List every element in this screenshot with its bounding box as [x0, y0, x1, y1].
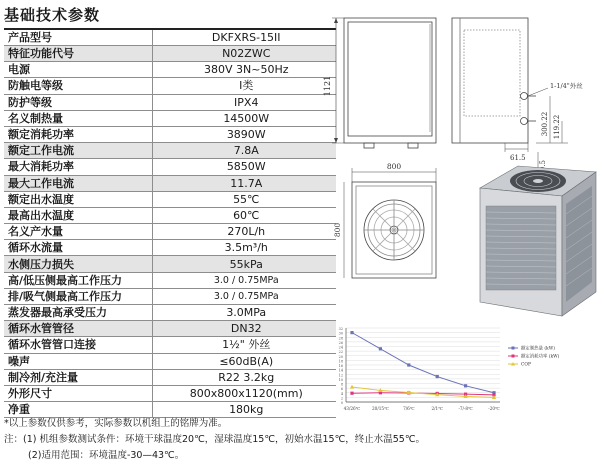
data-point — [379, 347, 382, 350]
spec-value: DKFXRS-15II — [152, 29, 336, 46]
spec-label: 循环水管管径 — [4, 321, 152, 337]
y-tick-label: 28 — [338, 336, 343, 341]
spec-value: 1½" 外丝 — [152, 337, 336, 353]
spec-value: 3.0MPa — [152, 305, 336, 321]
spec-label: 防触电等级 — [4, 78, 152, 94]
spec-row — [4, 369, 336, 385]
spec-label: 额定消耗功率 — [4, 126, 152, 142]
spec-label: 制冷剂/充注量 — [4, 369, 152, 385]
spec-row — [4, 321, 336, 337]
series-line — [352, 387, 494, 397]
y-tick-label: 8 — [340, 382, 343, 387]
spec-row — [4, 62, 336, 78]
spec-table — [4, 28, 336, 418]
spec-label: 名义制热量 — [4, 110, 152, 126]
spec-label: 循环水管管口连接 — [4, 337, 152, 353]
spec-label: 额定工作电流 — [4, 143, 152, 159]
spec-label: 外形尺寸 — [4, 385, 152, 401]
spec-value: 800x800x1120(mm) — [152, 385, 336, 401]
front-view-drawing — [332, 18, 436, 148]
data-point — [464, 384, 467, 387]
spec-label: 电源 — [4, 62, 152, 78]
y-tick-label: 18 — [338, 359, 343, 364]
y-tick-label: 26 — [338, 340, 343, 345]
spec-row — [4, 94, 336, 110]
x-tick-label: 2/1℃ — [431, 406, 443, 411]
x-tick-label: 20/15℃ — [372, 406, 389, 411]
spec-row — [4, 224, 336, 240]
spec-row — [4, 207, 336, 223]
dim-width-top: 800 — [386, 162, 402, 171]
y-tick-label: 2 — [340, 396, 343, 401]
y-tick-label: 4 — [340, 391, 343, 396]
spec-row — [4, 240, 336, 256]
spec-label: 最高出水温度 — [4, 207, 152, 223]
spec-row — [4, 110, 336, 126]
spec-row — [4, 159, 336, 175]
spec-label: 净重 — [4, 402, 152, 418]
application-range-note: (2)适用范围：环境温度-30—43℃。 — [28, 450, 185, 461]
y-tick-label: 12 — [338, 373, 343, 378]
spec-label: 循环水流量 — [4, 240, 152, 256]
y-tick-label: 10 — [338, 377, 343, 382]
legend-marker — [512, 355, 515, 358]
spec-value: IPX4 — [152, 94, 336, 110]
dim-conn-1: 300.22 — [541, 111, 549, 137]
spec-value: 7.8A — [152, 143, 336, 159]
spec-label: 产品型号 — [4, 29, 152, 46]
x-tick-label: 43/26℃ — [343, 406, 361, 411]
connection-label: 1-1/4"外丝 — [550, 82, 583, 90]
y-tick-label: 24 — [338, 345, 343, 350]
y-tick-label: 0 — [340, 401, 343, 405]
y-tick-label: 32 — [338, 327, 343, 331]
spec-value: 3.0 / 0.75MPa — [152, 272, 336, 288]
dim-height: 1121 — [323, 75, 332, 97]
spec-row — [4, 256, 336, 272]
x-tick-label: 7/6℃ — [403, 406, 415, 411]
product-render-image — [480, 166, 596, 316]
dim-conn-2: 119.22 — [553, 114, 561, 140]
y-tick-label: 30 — [338, 331, 343, 336]
dim-bottom-1: 61.5 — [510, 154, 526, 162]
y-tick-label: 6 — [340, 387, 343, 392]
spec-value: 3890W — [152, 126, 336, 142]
y-tick-label: 20 — [338, 354, 343, 359]
x-tick-label: -20℃ — [488, 406, 500, 411]
spec-row — [4, 126, 336, 142]
legend-label: 额定消耗功率 (kW) — [521, 354, 560, 360]
spec-row — [4, 353, 336, 369]
spec-value: I类 — [152, 78, 336, 94]
spec-label: 最大工作电流 — [4, 175, 152, 191]
spec-value: 5850W — [152, 159, 336, 175]
legend-marker — [512, 347, 515, 350]
spec-value: 380V 3N~50Hz — [152, 62, 336, 78]
spec-value: 3.0 / 0.75MPa — [152, 288, 336, 304]
spec-label: 特征功能代号 — [4, 46, 152, 62]
technical-drawings — [300, 0, 600, 416]
spec-row — [4, 191, 336, 207]
spec-label: 额定出水温度 — [4, 191, 152, 207]
spec-row — [4, 143, 336, 159]
spec-label: 名义产水量 — [4, 224, 152, 240]
notes-section — [4, 416, 594, 464]
data-point — [436, 375, 439, 378]
spec-value: DN32 — [152, 321, 336, 337]
disclaimer-note: *以上参数仅供参考，实际参数以机组上的铭牌为准。 — [4, 418, 228, 429]
spec-row — [4, 46, 336, 62]
data-point — [407, 363, 410, 366]
page-title: 基础技术参数 — [4, 6, 101, 24]
spec-row — [4, 385, 336, 401]
spec-value: 3.5m³/h — [152, 240, 336, 256]
x-tick-label: -7/-8℃ — [458, 406, 473, 411]
spec-label: 高/低压侧最高工作压力 — [4, 272, 152, 288]
spec-value: ≤60dB(A) — [152, 353, 336, 369]
spec-label: 蒸发器最高承受压力 — [4, 305, 152, 321]
spec-label: 最大消耗功率 — [4, 159, 152, 175]
spec-value: 55kPa — [152, 256, 336, 272]
spec-row — [4, 305, 336, 321]
spec-value: 11.7A — [152, 175, 336, 191]
spec-row — [4, 272, 336, 288]
spec-row — [4, 175, 336, 191]
y-tick-label: 22 — [338, 350, 343, 355]
spec-value: N02ZWC — [152, 46, 336, 62]
spec-value: 55℃ — [152, 191, 336, 207]
spec-value: 60℃ — [152, 207, 336, 223]
test-conditions-note: 注：(1) 机组参数测试条件：环境干球温度20℃，湿球温度15℃，初始水温15℃，终止水温55℃。 — [4, 434, 426, 445]
spec-label: 噪声 — [4, 353, 152, 369]
side-view-drawing — [452, 18, 568, 175]
spec-row — [4, 78, 336, 94]
data-point — [350, 331, 353, 334]
spec-label: 防护等级 — [4, 94, 152, 110]
performance-chart — [339, 327, 560, 411]
spec-label: 排/吸气侧最高工作压力 — [4, 288, 152, 304]
spec-value: 270L/h — [152, 224, 336, 240]
spec-value: 14500W — [152, 110, 336, 126]
y-tick-label: 14 — [338, 368, 343, 373]
top-view-drawing — [344, 168, 436, 278]
data-point — [350, 392, 353, 395]
dim-depth: 800 — [333, 222, 342, 238]
spec-row — [4, 29, 336, 46]
legend-label: 额定制热量 (kW) — [521, 346, 555, 352]
spec-value: 180kg — [152, 402, 336, 418]
spec-value: R22 3.2kg — [152, 369, 336, 385]
spec-label: 水侧压力损失 — [4, 256, 152, 272]
spec-row — [4, 288, 336, 304]
spec-row — [4, 337, 336, 353]
y-tick-label: 16 — [338, 364, 343, 368]
legend-label: COP — [521, 362, 531, 368]
